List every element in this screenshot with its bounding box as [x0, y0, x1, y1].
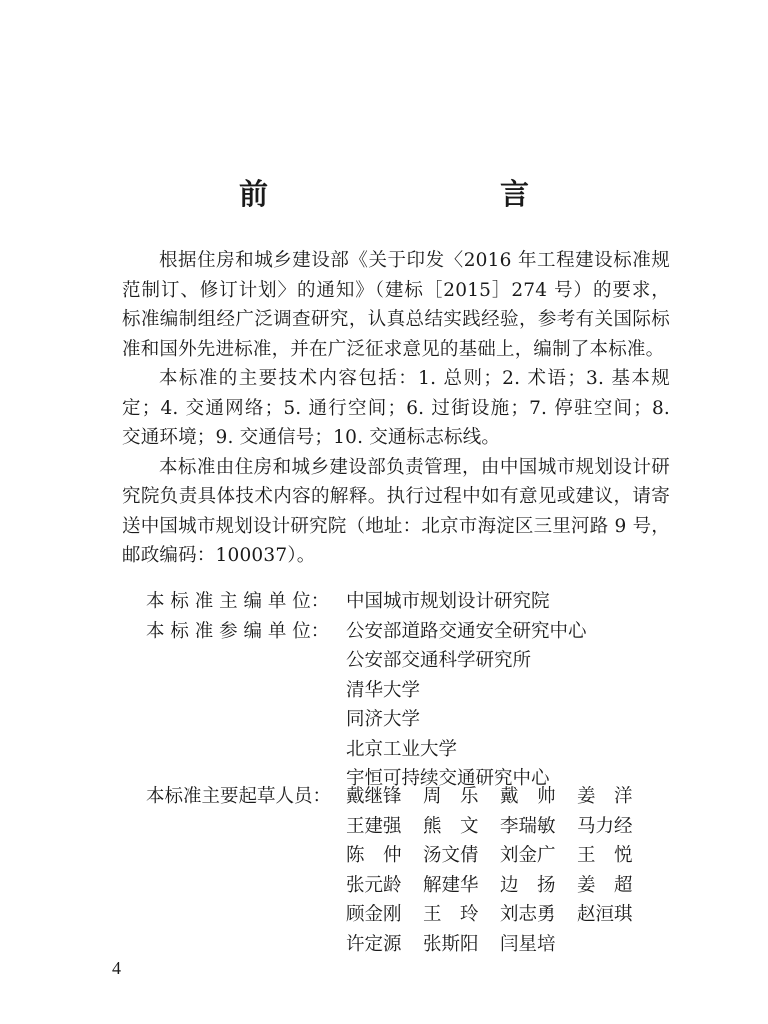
unit-label: 本 标 准 主 编 单 位：	[146, 591, 330, 612]
drafter-name: 周 乐	[423, 786, 479, 807]
drafter-name: 刘金广	[500, 845, 556, 866]
drafter-name: 汤文倩	[423, 845, 479, 866]
unit-value: 北京工业大学	[346, 738, 458, 760]
drafter-name: 许定源	[346, 933, 402, 955]
drafter-name: 边 扬	[500, 874, 556, 896]
paragraph-content: 本标准的主要技术内容包括：1. 总则；2. 术语；3. 基本规定；4. 交通网络；5. 通行空间；6. 过街设施；7. 停驻空间；8. 交通环境；9. 交通信号；10. 交通标志标线。	[122, 368, 670, 448]
unit-value: 同济大学	[346, 709, 421, 730]
unit-row	[146, 646, 706, 676]
unit-label	[146, 735, 346, 765]
units-list	[146, 587, 706, 794]
preface-body	[122, 246, 670, 571]
drafter-row	[146, 812, 706, 842]
drafter-name: 姜 洋	[577, 786, 633, 807]
unit-value: 中国城市规划设计研究院	[346, 591, 550, 612]
page-title: 前 言	[238, 177, 587, 211]
drafter-name: 刘志勇	[500, 904, 556, 925]
drafter-name: 张斯阳	[423, 933, 479, 955]
drafter-row	[146, 782, 706, 812]
unit-row	[146, 705, 706, 735]
unit-row	[146, 617, 706, 647]
unit-row	[146, 735, 706, 765]
drafter-name: 戴 帅	[500, 786, 556, 807]
drafter-row	[146, 871, 706, 901]
drafter-name: 王 玲	[423, 904, 479, 925]
drafter-name: 王 悦	[577, 845, 633, 866]
drafter-name: 顾金刚	[346, 904, 402, 925]
unit-value: 清华大学	[346, 679, 421, 701]
unit-value: 公安部交通科学研究所	[346, 650, 532, 671]
drafter-name: 王建强	[346, 815, 402, 837]
unit-label	[146, 646, 346, 676]
drafters-list	[146, 782, 706, 959]
drafters-label: 本标准主要起草人员：	[146, 786, 332, 807]
paragraph-basis: 根据住房和城乡建设部《关于印发〈2016 年工程建设标准规范制订、修订计划〉的通知》（建标［2015］274 号）的要求，标准编制组经广泛调查研究，认真总结实践经验，参考有关国际标准和国外先进标准，并在广泛征求意见的基础上，编制了本标准。	[122, 250, 670, 360]
unit-row	[146, 676, 706, 706]
paragraph-management: 本标准由住房和城乡建设部负责管理，由中国城市规划设计研究院负责具体技术内容的解释。执行过程中如有意见或建议，请寄送中国城市规划设计研究院（地址：北京市海淀区三里河路 9 号，邮政编码：100037）。	[122, 456, 670, 566]
drafter-name: 马力经	[577, 815, 633, 837]
drafter-row	[146, 841, 706, 871]
drafter-name: 陈 仲	[346, 845, 402, 866]
drafter-name: 赵洹琪	[577, 904, 633, 925]
unit-label	[146, 705, 346, 735]
drafter-row	[146, 930, 706, 960]
drafter-name: 李瑞敏	[500, 815, 556, 837]
drafter-name: 姜 超	[577, 874, 633, 896]
drafter-name: 熊 文	[423, 815, 479, 837]
page-number: 4	[112, 958, 121, 978]
drafter-name: 闫星培	[500, 933, 556, 955]
drafter-row	[146, 900, 706, 930]
unit-label: 本 标 准 参 编 单 位：	[146, 620, 330, 642]
unit-value: 宇恒可持续交通研究中心	[346, 768, 550, 789]
unit-row	[146, 587, 706, 617]
unit-value: 公安部道路交通安全研究中心	[346, 620, 587, 642]
drafter-name: 张元龄	[346, 874, 402, 896]
drafter-name: 解建华	[423, 874, 479, 896]
unit-label	[146, 676, 346, 706]
drafter-name: 戴继锋	[346, 786, 402, 807]
